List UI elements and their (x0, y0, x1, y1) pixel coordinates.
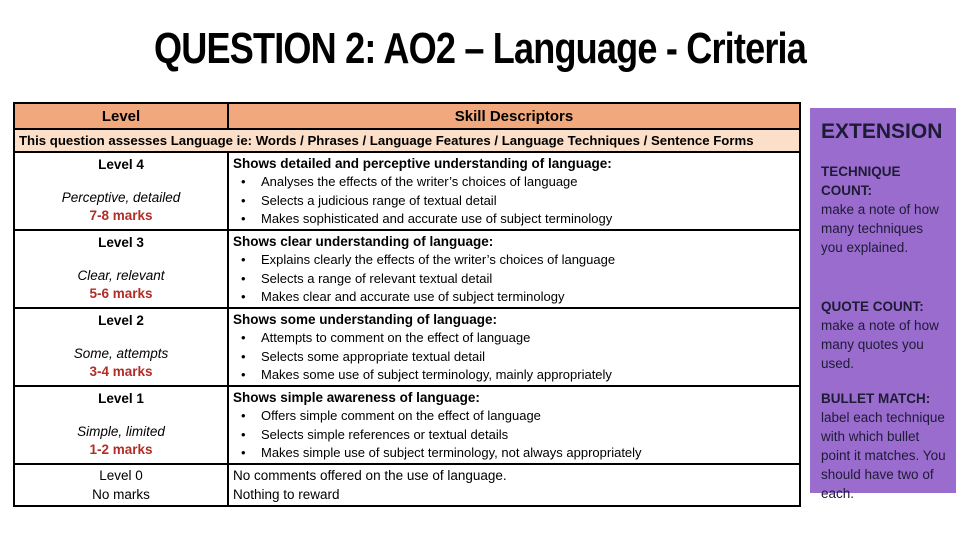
extension-title: EXTENSION (821, 120, 943, 143)
level-quality: Perceptive, detailed (61, 190, 181, 205)
level-label: Level 1 (98, 391, 144, 406)
bullet-text: Makes simple use of subject terminology, not always appropriately (261, 445, 642, 460)
extension-item-heading: BULLET MATCH: (821, 391, 931, 406)
bullet-text: Explains clearly the effects of the writer’s choices of language (261, 252, 616, 267)
level-label: Level 4 (98, 157, 144, 172)
bullet-icon (241, 329, 261, 348)
descriptor-bullet (233, 444, 795, 463)
bullet-text: Analyses the effects of the writer’s choices of language (261, 174, 578, 189)
column-header-level: Level (15, 104, 229, 128)
descriptor-heading: Shows detailed and perceptive understanding of language: (233, 156, 612, 171)
bullet-text: Selects a judicious range of textual detail (261, 192, 497, 208)
level-4-descriptors (229, 153, 799, 229)
descriptor-bullet (233, 288, 795, 307)
level-3-cell (15, 231, 229, 307)
level-1-descriptors (229, 387, 799, 463)
descriptor-bullet (233, 329, 795, 348)
descriptor-bullet (233, 348, 795, 367)
level-quality: Clear, relevant (77, 268, 165, 283)
extension-panel (810, 108, 956, 501)
row-level-0 (15, 465, 799, 505)
bullet-icon (241, 407, 261, 426)
extension-item-body: label each technique with which bullet point it matches. You should have two of each. (821, 410, 946, 501)
bullet-text: Selects some appropriate textual detail (261, 348, 486, 364)
bullet-icon (241, 444, 261, 463)
level-quality: Simple, limited (77, 424, 165, 439)
level-3-descriptors (229, 231, 799, 307)
table-header-row (15, 104, 799, 130)
level-label: Level 3 (98, 235, 144, 250)
level-marks: 1-2 marks (89, 442, 153, 457)
level-2-descriptors (229, 309, 799, 385)
row-level-2 (15, 309, 799, 387)
descriptor-heading: Shows clear understanding of language: (233, 234, 494, 249)
descriptor-bullet (233, 192, 795, 211)
bullet-text: Offers simple comment on the effect of language (261, 408, 541, 423)
extension-item-heading: QUOTE COUNT: (821, 299, 924, 314)
descriptor-bullet (233, 251, 795, 270)
level-2-cell (15, 309, 229, 385)
level-marks: 3-4 marks (89, 364, 153, 379)
bullet-icon (241, 348, 261, 367)
level-label: Level 2 (98, 313, 144, 328)
level-marks: 5-6 marks (89, 286, 153, 301)
assessment-note-row: This question assesses Language ie: Words / Phrases / Language Features / Language Techniques / Sentence Forms (15, 130, 799, 153)
descriptor-bullet (233, 407, 795, 426)
bullet-icon (241, 251, 261, 270)
descriptor-bullet (233, 173, 795, 192)
descriptor-heading: Shows some understanding of language: (233, 312, 498, 327)
level-0-descriptors (229, 465, 799, 505)
column-header-skill-descriptors: Skill Descriptors (454, 107, 574, 125)
level-4-cell (15, 153, 229, 229)
level-marks: No marks (92, 487, 150, 502)
level-1-cell (15, 387, 229, 463)
bullet-text: Attempts to comment on the effect of language (261, 330, 531, 345)
extension-item-body: make a note of how many quotes you used. (821, 318, 939, 371)
bullet-icon (241, 173, 261, 192)
descriptor-heading: Shows simple awareness of language: (233, 390, 480, 405)
descriptor-bullet (233, 270, 795, 289)
bullet-icon (241, 288, 261, 307)
bullet-icon (241, 270, 261, 289)
bullet-text: Selects a range of relevant textual detail (261, 270, 493, 286)
bullet-text: Makes clear and accurate use of subject terminology (261, 289, 565, 304)
bullet-icon (241, 366, 261, 385)
row-level-3 (15, 231, 799, 309)
extension-item-technique-count (821, 162, 946, 257)
bullet-text: Selects simple references or textual details (261, 426, 509, 442)
bullet-icon (241, 192, 261, 211)
bullet-text: Makes sophisticated and accurate use of subject terminology (261, 211, 613, 226)
bullet-icon (241, 426, 261, 445)
row-level-1 (15, 387, 799, 465)
level-quality: Some, attempts (73, 346, 169, 361)
bullet-text: Makes some use of subject terminology, mainly appropriately (261, 367, 612, 382)
descriptor-bullet (233, 366, 795, 385)
slide-title: QUESTION 2: AO2 – Language - Criteria (154, 24, 806, 73)
level-marks: 7-8 marks (89, 208, 153, 223)
level-0-cell (15, 465, 229, 505)
row-level-4 (15, 153, 799, 231)
descriptor-line: No comments offered on the use of language. (233, 468, 507, 483)
level-label: Level 0 (99, 468, 143, 483)
bullet-icon (241, 210, 261, 229)
extension-item-quote-count (821, 297, 946, 373)
extension-item-heading: TECHNIQUE COUNT: (821, 164, 901, 198)
descriptor-line: Nothing to reward (233, 487, 340, 502)
criteria-table (13, 102, 801, 507)
extension-item-bullet-match (821, 389, 946, 503)
descriptor-bullet (233, 210, 795, 229)
extension-item-body: make a note of how many techniques you explained. (821, 202, 939, 255)
descriptor-bullet (233, 426, 795, 445)
